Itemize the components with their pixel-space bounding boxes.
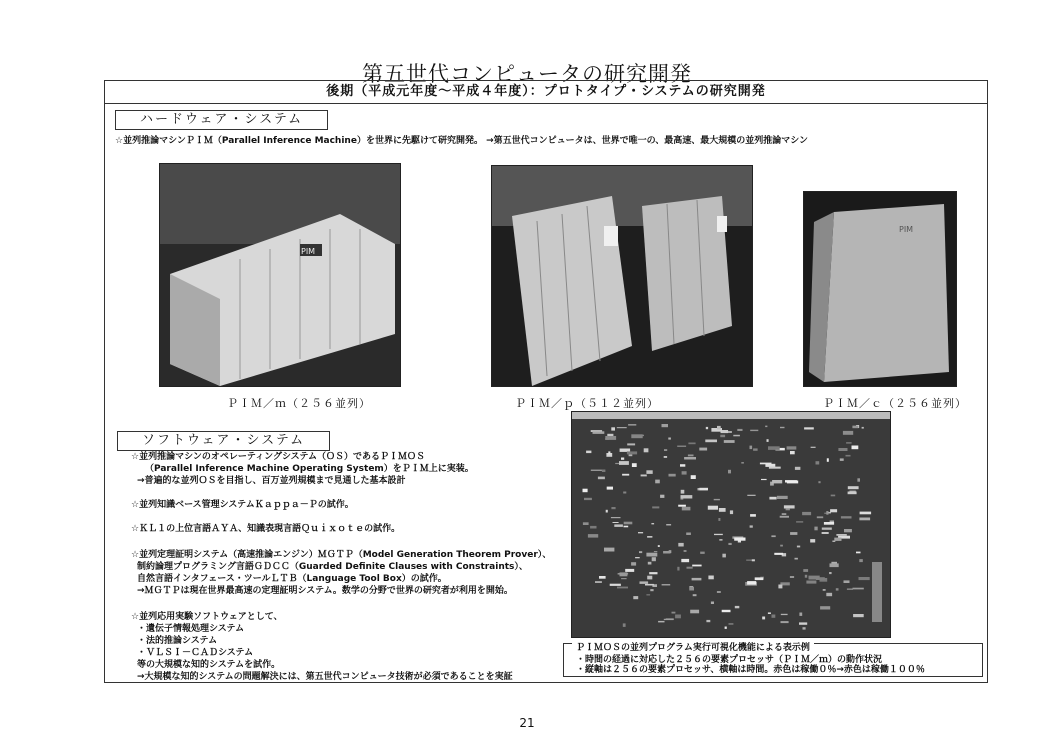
hardware-heading: ハードウェア・システム <box>115 110 328 130</box>
caption-pim-m: ＰＩＭ／ｍ（２５６並列） <box>227 397 371 410</box>
viz-caption-box <box>563 643 983 677</box>
viz-caption-line2: ・時間の経過に対応した２５６の要素プロセッサ（ＰＩＭ／ｍ）の動作状況 <box>576 655 883 665</box>
sw-line-9: →ＭＧＴＰは現在世界最高速の定理証明システム。数学の分野で世界の研究者が利用を開始。 <box>137 586 513 596</box>
pimos-visualization <box>571 411 891 638</box>
sw-line-15: →大規模な知的システムの問題解決には、第五世代コンピュータ技術が必須であることを実証 <box>137 672 513 682</box>
sw-line-3: →普遍的な並列ＯＳを目指し、百万並列規模まで見通した基本設計 <box>137 476 406 486</box>
sw-line-4: ☆並列知識ベース管理システムＫａｐｐａ－Ｐの試作。 <box>131 500 354 510</box>
pim-m-photo <box>159 163 401 387</box>
viz-pattern <box>572 412 890 637</box>
sw-line-1: ☆並列推論マシンのオペレーティングシステム（ＯＳ）であるＰＩＭＯＳ <box>131 452 426 462</box>
pim-label-3: PIM <box>899 225 914 234</box>
page-number: 21 <box>519 716 535 730</box>
sw-line-6: ☆並列定理証明システム（高速推論エンジン）ＭＧＴＰ（Model Generation Theorem Prover）、 <box>131 550 552 560</box>
viz-caption-title: ＰＩＭＯＳの並列プログラム実行可視化機能による表示例 <box>572 642 814 654</box>
sw-line-7: 制約論理プログラミング言語ＧＤＣＣ（Guarded Definite Clauses with Constraints）、 <box>137 562 528 572</box>
sw-line-14: 等の大規模な知的システムを試作。 <box>137 660 281 670</box>
sw-line-11: ・遺伝子情報処理システム <box>137 624 245 634</box>
software-heading: ソフトウェア・システム <box>117 431 330 451</box>
content-frame <box>104 80 988 683</box>
period-header: 後期（平成元年度～平成４年度）：プロトタイプ・システムの研究開発 <box>105 81 987 104</box>
caption-pim-c: ＰＩＭ／ｃ（２５６並列） <box>823 397 967 410</box>
sw-line-13: ・ＶＬＳＩ－ＣＡＤシステム <box>137 648 254 658</box>
viz-caption-line3: ・縦軸は２５６の要素プロセッサ、横軸は時間。赤色は稼働０％→赤色は稼働１００％ <box>576 665 925 675</box>
sw-line-5: ☆ＫＬ１の上位言語ＡＹＡ、知識表現言語Ｑｕｉｘｏｔｅの試作。 <box>131 524 401 534</box>
page-title: 第五世代コンピュータの研究開発 <box>362 62 692 86</box>
sw-line-8: 自然言語インタフェース・ツールＬＴＢ（Language Tool Box）の試作。 <box>137 574 447 584</box>
sw-line-2: （Parallel Inference Machine Operating System）をＰＩＭ上に実装。 <box>145 464 474 474</box>
pim-label-1: PIM <box>301 247 316 256</box>
hardware-intro: ☆並列推論マシンＰＩＭ（Parallel Inference Machine）を世界に先駆けて研究開発。 →第五世代コンピュータは、世界で唯一の、最高速、最大規模の並列推論マシン <box>115 136 809 146</box>
caption-pim-p: ＰＩＭ／ｐ（５１２並列） <box>515 397 659 410</box>
viz-titlebar <box>572 412 890 419</box>
pim-p-photo <box>491 165 753 387</box>
sw-line-10: ☆並列応用実験ソフトウェアとして、 <box>131 612 283 622</box>
sw-line-12: ・法的推論システム <box>137 636 218 646</box>
pim-c-photo <box>803 191 957 387</box>
